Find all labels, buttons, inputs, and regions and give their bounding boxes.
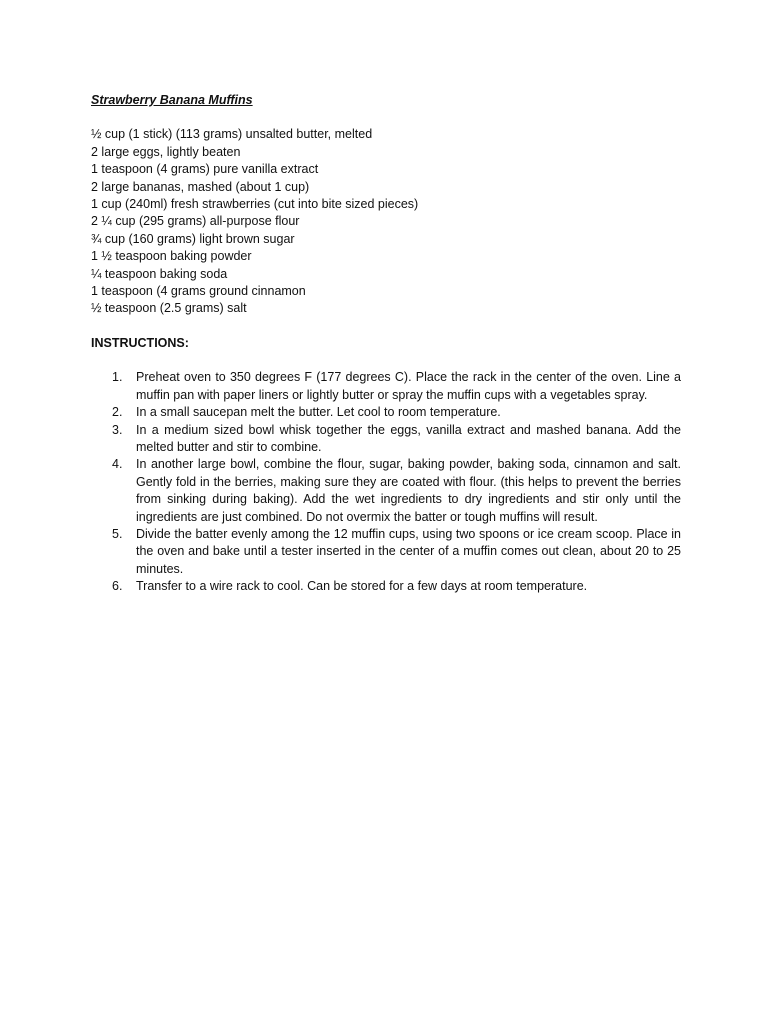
step-text: Divide the batter evenly among the 12 muffin cups, using two spoons or ice cream scoop. Place in the oven and bake until a tester inserted in the center of a muffin comes out clean, about 20 to 25 minutes. (136, 526, 681, 576)
ingredient-item: 2 large bananas, mashed (about 1 cup) (91, 179, 310, 194)
ingredient-item: 1 cup (240ml) fresh strawberries (cut into bite sized pieces) (91, 197, 419, 212)
instruction-step (91, 422, 681, 457)
instruction-step (91, 404, 681, 421)
ingredient-item: 1 ½ teaspoon baking powder (91, 249, 252, 264)
step-number: 3. (112, 422, 123, 437)
recipe-title: Strawberry Banana Muffins (91, 93, 253, 107)
ingredient-item: 2 ¼ cup (295 grams) all-purpose flour (91, 214, 300, 229)
ingredient-item: ½ cup (1 stick) (113 grams) unsalted butter, melted (91, 127, 373, 142)
instructions-heading: INSTRUCTIONS: (91, 335, 189, 350)
step-number: 4. (112, 457, 123, 472)
ingredient-item: 2 large eggs, lightly beaten (91, 144, 241, 159)
ingredient-item: ¾ cup (160 grams) light brown sugar (91, 231, 295, 246)
instruction-step (91, 456, 681, 526)
instructions-list (91, 369, 681, 595)
ingredient-item: ¼ teaspoon baking soda (91, 266, 228, 281)
ingredient-item: 1 teaspoon (4 grams ground cinnamon (91, 284, 306, 299)
step-number: 6. (112, 579, 123, 594)
recipe-document (91, 92, 681, 596)
ingredients-list (91, 126, 681, 317)
instruction-step (91, 578, 681, 595)
step-number: 2. (112, 405, 123, 420)
step-text: Preheat oven to 350 degrees F (177 degrees C). Place the rack in the center of the oven. Line a muffin pan with paper liners or lightly butter or spray the muffin cups with a vegetables spray. (136, 370, 681, 402)
step-number: 5. (112, 526, 123, 541)
step-text: In another large bowl, combine the flour, sugar, baking powder, baking soda, cinnamon and salt. Gently fold in the berries, making sure they are coated with flour. (this helps to prevent the berries from sinking during baking). Add the wet ingredients to dry ingredients and stir only until the ingredients are just combined. Do not overmix the batter or tough muffins will result. (136, 457, 681, 524)
step-text: In a medium sized bowl whisk together the eggs, vanilla extract and mashed banana. Add the melted butter and stir to combine. (136, 422, 681, 454)
instruction-step (91, 526, 681, 578)
ingredient-item: 1 teaspoon (4 grams) pure vanilla extract (91, 162, 319, 177)
step-number: 1. (112, 370, 123, 385)
instruction-step (91, 369, 681, 404)
step-text: In a small saucepan melt the butter. Let cool to room temperature. (136, 405, 501, 420)
ingredient-item: ½ teaspoon (2.5 grams) salt (91, 301, 247, 316)
step-text: Transfer to a wire rack to cool. Can be stored for a few days at room temperature. (136, 579, 588, 594)
